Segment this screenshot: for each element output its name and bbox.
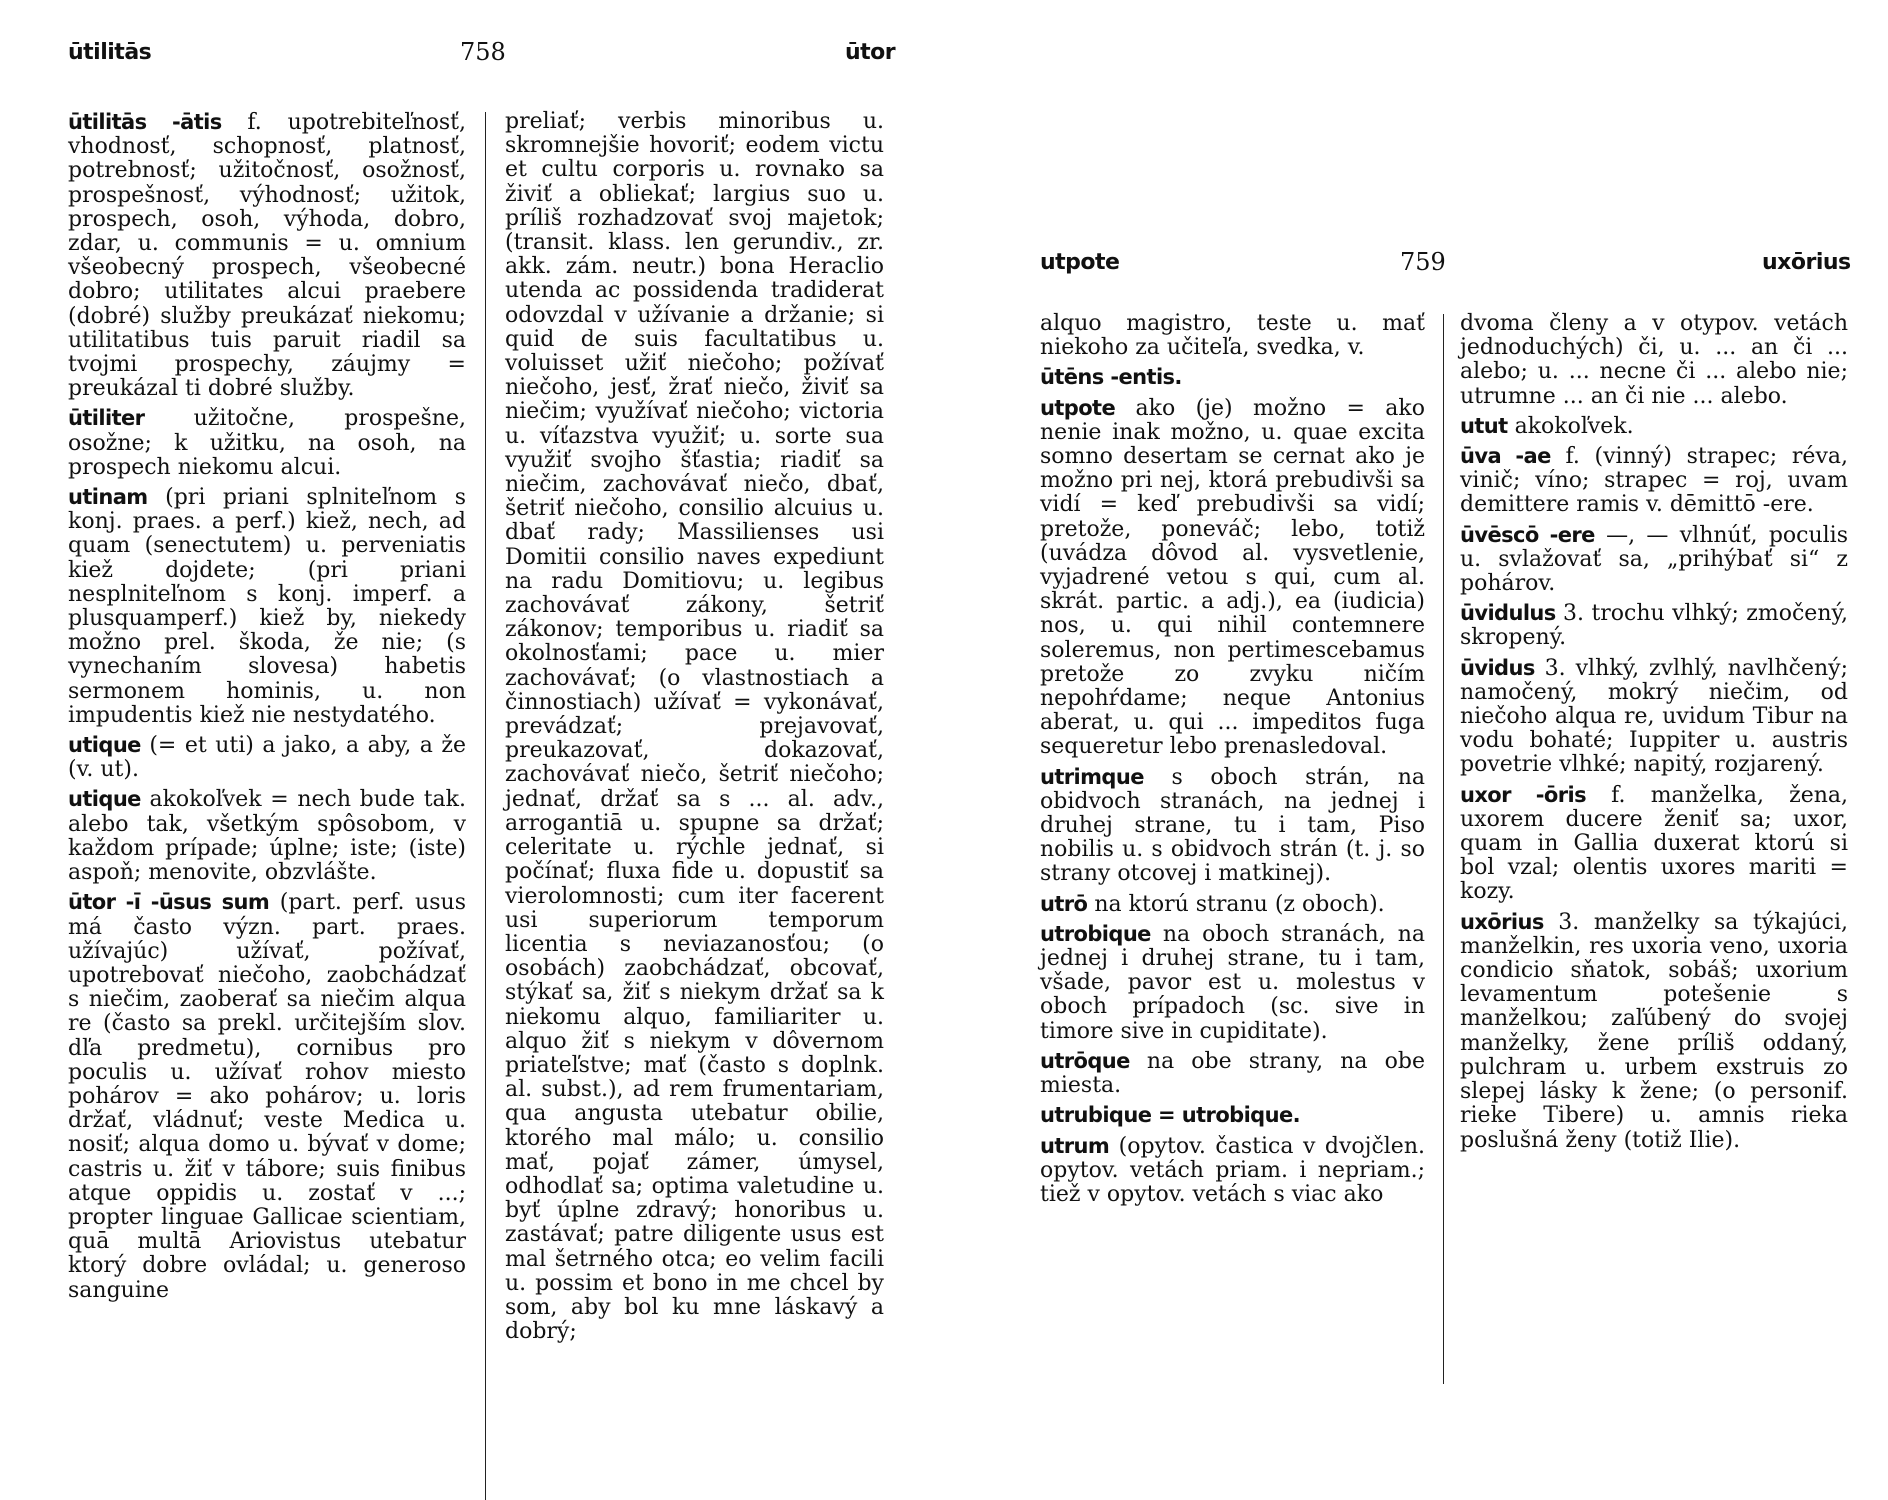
dictionary-entry	[1040, 365, 1425, 390]
right-page-column-1	[1040, 312, 1425, 1207]
entry-definition: na ktorú stranu (z oboch).	[1087, 891, 1385, 917]
entry-headword: ūtēns -entis.	[1040, 365, 1182, 390]
right-page-number: 759	[1400, 248, 1446, 276]
dictionary-entry-continuation: preliať; verbis minoribus u. skromnejšie hovoriť; eodem victu et cultu corporis u. rovnako sa živiť a obliekať; largius suo u. príliš rozhadzovať svoj majetok; (transit. klass. len gerundiv., zr. akk. zám. neutr.) bona Heraclio utenda ac possidenda tradiderat odovzdal v užívanie a držanie; si quid de suis facultatibus u. voluisset užiť niečoho; požívať niečoho, jesť, žrať niečo, živiť sa niečim; využívať niečoho; victoria u. víťazstva využiť; u. sorte sua využiť svojho šťastia; riadiť sa niečim, zachovávať niečo, dbať, šetriť niečoho, consilio alcuius u. dbať rady; Massilienses usi Domitii consilio naves expediunt na radu Domitiovu; u. legibus zachovávať zákony, šetriť zákonov; temporibus u. riadiť sa okolnosťami; pace u. mier zachovávať; (o vlastnostiach a činnostiach) užívať = vykonávať, prevádzať; prejavovať, preukazovať, dokazovať, zachovávať niečo, šetriť niečoho; jednať, držať sa s ... al. adv., arrogantiā u. spupne sa držať; celeritate u. rýchle jednať, si počínať; fluxa fide u. dopustiť sa vierolomnosti; cum iter facerent usi superiorum temporum licentia s neviazanosťou; (o osobách) zaobchádzať, obcovať, stýkať sa, žiť s niekym držať sa k niekomu alquo, familiariter u. alquo žiť s niekym v dôvernom priateľstve; mať (často s doplnk. al. subst.), ad rem frumentariam, qua angusta utebatur obilie, ktorého mal málo; u. consilio mať, pojať zámer, úmysel, odhodlať sa; optima valetudine u. byť úplne zdravý; honoribus u. zastávať; patre diligente usus est mal šetrného otca; eo velim facili u. possim et bono in me chcel by som, aby bol ku mne láskavý a dobrý;	[505, 109, 884, 1345]
entry-definition: alquo magistro, teste u. mať niekoho za učiteľa, svedka, v.	[1040, 311, 1425, 361]
entry-headword: utrum	[1040, 1133, 1110, 1158]
entry-headword: utrobique	[1040, 921, 1151, 946]
right-page-header-last-word: uxōrius	[1762, 250, 1851, 275]
entry-headword: ūtor -ī -ūsus sum	[68, 890, 270, 915]
entry-definition: dvoma členy a v otypov. vetách jednoduchých) či, u. ... an či ... alebo; u. ... necne či ... alebo nie; utrumne ... an či nie ... alebo.	[1460, 311, 1848, 409]
entry-headword: ūtiliter	[68, 406, 145, 431]
entry-definition: 3. manželky sa týkajúci, manželkin, res uxoria veno, uxoria condicio sňatok, sobáš; uxorium levamentum potešenie s manželkou; zaľúbený do svojej manželky, žene príliš oddaný, pulchram u. urbem exstruis zo slepej lásky k žene; (o personif. rieke Tibere) u. amnis rieka poslušná ženy (totiž Ilie).	[1460, 909, 1848, 1153]
entry-definition: f. upotrebiteľnosť, vhodnosť, schopnosť, platnosť, potrebnosť; užitočnosť, osožnosť, prospešnosť, výhodnosť; užitok, prospech, osoh, výhoda, dobro, zdar, u. communis = u. omnium všeobecný prospech, všeobecné dobro; utilitates alcui praebere (dobré) služby preukázať niekomu; utilitatibus tuis paruit riadil sa tvojmi prospechy, záujmy = preukázal ti dobré služby.	[68, 110, 467, 402]
dictionary-entry	[68, 787, 466, 885]
column-divider	[485, 112, 486, 1500]
dictionary-entry	[68, 110, 466, 401]
entry-definition: (part. perf. usus má často význ. part. praes. užívajúc) užívať, požívať, upotrebovať niečoho, zaobchádzať s niečim, zaoberať sa niečim alqua re (často sa prekl. určitejším slov. dľa predmetu), cornibus pro poculis u. užívať rohov miesto pohárov = ako pohárov; u. loris držať, vládnuť; veste Medica u. nosiť; alqua domo u. bývať v dome; castris u. žiť v tábore; suis finibus atque oppidis u. zostať v ...; propter linguae Gallicae scientiam, quā multā Ariovistus utebatur ktorý dobre ovládal; u. generoso sanguine	[68, 890, 466, 1303]
entry-headword: uxōrius	[1460, 909, 1544, 934]
dictionary-entry	[1460, 523, 1848, 597]
entry-headword: uxor -ōris	[1460, 782, 1586, 807]
dictionary-entry	[1460, 601, 1848, 650]
left-page-header-first-word: ūtilitās	[68, 40, 152, 65]
entry-headword: ūvidus	[1460, 655, 1535, 680]
dictionary-entry	[1460, 910, 1848, 1153]
entry-headword: utpote	[1040, 395, 1116, 420]
dictionary-entry	[1460, 444, 1848, 518]
dictionary-entry	[1040, 396, 1425, 760]
left-page-header-last-word: ūtor	[845, 40, 896, 65]
dictionary-entry	[1460, 414, 1848, 439]
entry-headword: utinam	[68, 485, 148, 510]
entry-headword: utrōque	[1040, 1048, 1130, 1073]
entry-headword: ūva -ae	[1460, 444, 1551, 469]
entry-definition: na obe strany, na obe miesta.	[1040, 1048, 1425, 1099]
entry-headword: ūvidulus	[1460, 601, 1556, 626]
dictionary-entry	[68, 890, 466, 1302]
dictionary-entry	[1040, 1103, 1425, 1128]
entry-headword: utrimque	[1040, 764, 1144, 789]
entry-definition: (= et uti) a jako, a aby, a že (v. ut).	[68, 733, 466, 783]
entry-definition: (opytov. častica v dvojčlen. opytov. vetách priam. i nepriam.; tiež v opytov. vetách s viac ako	[1040, 1133, 1425, 1207]
dictionary-entry	[1460, 312, 1848, 409]
entry-headword: utrō	[1040, 891, 1088, 916]
dictionary-entry	[1040, 765, 1425, 887]
entry-definition: akokoľvek.	[1507, 413, 1634, 439]
dictionary-entry	[1040, 1049, 1425, 1098]
entry-headword: utique	[68, 733, 141, 758]
entry-headword: utique	[68, 787, 141, 812]
entry-headword: utrubique = utrobique.	[1040, 1103, 1300, 1128]
entry-headword: ūvēscō -ere	[1460, 522, 1595, 547]
entry-definition: na oboch stranách, na jednej i druhej strane, tu i tam, všade, pavor est u. molestus v oboch prípadoch (sc. sive in timore sive in cupiditate).	[1040, 921, 1425, 1044]
left-page-number: 758	[460, 38, 506, 66]
right-page	[1000, 0, 1888, 1500]
entry-definition: 3. trochu vlhký; zmočený, skropený.	[1460, 601, 1848, 651]
right-page-column-2	[1460, 312, 1848, 1153]
entry-definition: akokoľvek = nech bude tak. alebo tak, všetkým spôsobom, v každom prípade; úplne; iste; (iste) aspoň; menovite, obzvlášte.	[68, 787, 466, 886]
entry-definition: 3. vlhký, zvlhlý, navlhčený; namočený, mokrý niečim, od niečoho alqua re, uvidum Tibur na vodu bohaté; Iuppiter u. austris povetrie vlhké; napitý, rozjarený.	[1460, 655, 1848, 778]
dictionary-entry	[1040, 922, 1425, 1044]
dictionary-entry	[68, 485, 466, 728]
dictionary-entry	[1460, 656, 1848, 778]
entry-definition: (pri priani splniteľnom s konj. praes. a perf.) kiež, nech, ad quam (senectutem) u. perveniatis kiež dojdete; (pri priani nesplniteľnom s konj. imperf. a plusquamperf.) kiež by, niekedy možno prel. škoda, že nie; (s vynechaním slovesa) habetis sermonem hominis, u. non impudentis kiež nie nestydatého.	[68, 485, 466, 728]
dictionary-entry	[68, 406, 466, 480]
left-page-column-2	[505, 110, 884, 1344]
entry-definition: ako (je) možno = ako nenie inak možno, u. quae excita somno desertam se cernat ako je možno pri nej, ktorá prebudivši sa vidí = keď prebudivši sa vidí; pretože, poneváč; lebo, totiž (uvádza dôvod al. vysvetlenie, vyjadrené vetou s qui, cum al. skrát. partic. a adj.), ea (iudicia) nos, u. qui nihil contemnere soleremus, non pertimescebamus pretože zo zvyku ničím nepohŕdame; neque Antonius aberat, u. qui ... impeditos fuga sequeretur lebo prenasledoval.	[1040, 395, 1425, 760]
entry-definition: f. manželka, žena, uxorem ducere ženiť sa; uxor, quam in Gallia duxerat ktorú si bol vzal; olentis uxores mariti = kozy.	[1460, 782, 1848, 905]
dictionary-entry	[1040, 1134, 1425, 1208]
dictionary-entry	[1040, 892, 1425, 917]
column-divider	[1443, 314, 1444, 1384]
entry-definition: užitočne, prospešne, osožne; k užitku, na osoh, na prospech niekomu alcui.	[68, 406, 466, 480]
entry-definition: —, — vlhnúť, poculis u. svlažovať sa, „prihýbať si“ z pohárov.	[1460, 522, 1849, 597]
dictionary-entry	[1460, 783, 1848, 905]
entry-headword: ūtilitās -ātis	[68, 110, 222, 134]
entry-definition: f. (vinný) strapec; réva, vinič; víno; strapec = roj, uvam demittere ramis v. dēmittō -ere.	[1460, 444, 1848, 518]
dictionary-entry	[68, 733, 466, 782]
right-page-header-first-word: utpote	[1040, 250, 1120, 275]
entry-definition: s oboch strán, na obidvoch stranách, na jednej i druhej strane, tu i tam, Piso nobilis u. s obidvoch strán (t. j. so strany otcovej i matkinej).	[1040, 764, 1425, 887]
left-page-column-1	[68, 110, 466, 1303]
entry-headword: utut	[1460, 413, 1508, 438]
dictionary-entry	[1040, 312, 1425, 360]
